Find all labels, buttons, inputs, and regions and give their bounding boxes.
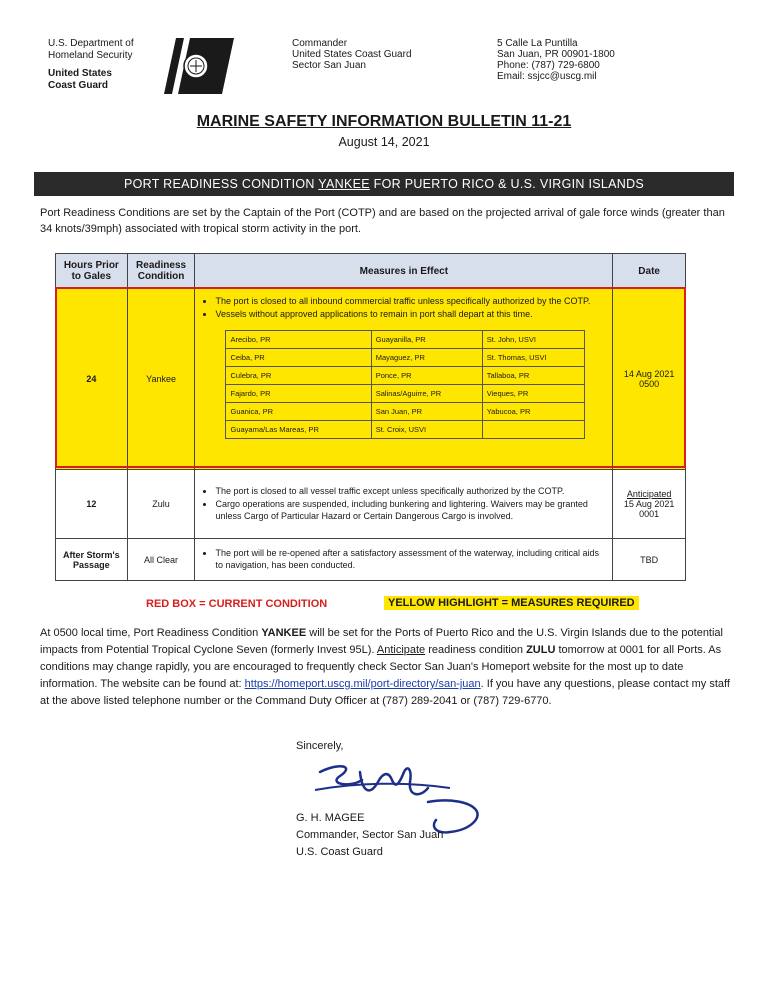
body-paragraph: [40, 625, 730, 710]
date-cell: [613, 470, 686, 539]
port-cell: St. Thomas, USVI: [482, 349, 585, 367]
port-cell: Fajardo, PR: [226, 385, 371, 403]
port-cell: Yabucoa, PR: [482, 403, 585, 421]
ports-table: [225, 330, 585, 439]
condition-banner: [34, 172, 734, 196]
port-cell: San Juan, PR: [371, 403, 482, 421]
signatory-title: Commander, Sector San Juan: [296, 829, 444, 841]
signatory-org: U.S. Coast Guard: [296, 846, 383, 858]
readiness-table: [55, 253, 686, 581]
body-bold: YANKEE: [261, 627, 307, 639]
ports-row: [226, 349, 585, 367]
date-cell: [613, 289, 686, 470]
address-block: [497, 38, 647, 82]
commander-line: Commander: [292, 38, 348, 49]
body-text: tomorrow at 0001 for all Ports. As conditions may change rapidly, you are encouraged to frequently check Sector San Juan's Homeport website for the most up to date information. The website can be found at:: [40, 644, 722, 690]
port-cell: [482, 421, 585, 439]
header-date: Date: [613, 254, 686, 289]
header-readiness: Readiness Condition: [127, 254, 195, 289]
ports-row: [226, 367, 585, 385]
port-cell: St. Croix, USVI: [371, 421, 482, 439]
measures-cell: [195, 539, 613, 581]
email-line: Email: ssjcc@uscg.mil: [497, 71, 597, 82]
header-hours: Hours Prior to Gales: [56, 254, 128, 289]
ports-row: [226, 385, 585, 403]
address-line: San Juan, PR 00901-1800: [497, 49, 615, 60]
body-text: . If you have any questions, please contact my staff at the above listed telephone number or the Command Duty Officer at (787) 289-2041 or (787) 729-6770.: [40, 678, 730, 707]
closing-sincerely: Sincerely,: [296, 740, 344, 752]
date-line: 0001: [639, 509, 660, 519]
table-row-all-clear: [56, 539, 686, 581]
port-cell: St. John, USVI: [482, 331, 585, 349]
condition-cell: All Clear: [127, 539, 195, 581]
measure-item: • Cargo operations are suspended, including bunkering and lightering. Waivers may be granted unless Cargo of Particular Hazard or Certain Dangerous Cargo is involved.: [215, 498, 606, 522]
body-bold: ZULU: [526, 644, 556, 656]
ports-row: [226, 331, 585, 349]
signatory-name: G. H. MAGEE: [296, 812, 365, 824]
condition-cell: Zulu: [127, 470, 195, 539]
legend-red: RED BOX = CURRENT CONDITION: [146, 598, 328, 610]
date-line: 0500: [639, 379, 660, 389]
measure-item: • The port is closed to all inbound commercial traffic unless specifically authorized by the COTP.: [215, 295, 606, 307]
measure-item: • The port is closed to all vessel traffic except unless specifically authorized by the COTP.: [215, 485, 606, 497]
port-cell: Guayanilla, PR: [371, 331, 482, 349]
agency-line: United States: [48, 68, 112, 79]
condition-cell: Yankee: [127, 289, 195, 470]
port-cell: Mayaguez, PR: [371, 349, 482, 367]
dept-line: Homeland Security: [48, 50, 133, 61]
port-cell: Guayama/Las Mareas, PR: [226, 421, 371, 439]
table-row-yankee: [56, 289, 686, 470]
table-row-zulu: [56, 470, 686, 539]
measure-item: • The port will be re-opened after a satisfactory assessment of the waterway, including critical aids to navigation, has been conducted.: [215, 547, 606, 571]
port-cell: Vieques, PR: [482, 385, 585, 403]
commander-block: [292, 38, 442, 71]
homeport-link[interactable]: https://homeport.uscg.mil/port-directory/san-juan: [244, 678, 481, 690]
intro-paragraph: Port Readiness Conditions are set by the Captain of the Port (COTP) and are based on the projected arrival of gale force winds (greater than 34 knots/39mph) associated with tropical storm activity in the port.: [40, 207, 725, 235]
dept-block: [48, 38, 158, 92]
hours-cell: 12: [56, 470, 128, 539]
agency-line: Coast Guard: [48, 80, 109, 91]
banner-suffix: FOR PUERTO RICO & U.S. VIRGIN ISLANDS: [369, 177, 645, 191]
body-text: At 0500 local time, Port Readiness Condition: [40, 627, 262, 639]
ports-row: [226, 421, 585, 439]
hours-cell: 24: [56, 289, 128, 470]
signatory-block: [296, 810, 443, 861]
legend-yellow: YELLOW HIGHLIGHT = MEASURES REQUIRED: [384, 596, 639, 610]
port-cell: Ceiba, PR: [226, 349, 371, 367]
date-line: 14 Aug 2021: [623, 369, 675, 379]
table-header-row: [56, 254, 686, 289]
date-cell: TBD: [613, 539, 686, 581]
port-cell: Arecibo, PR: [226, 331, 371, 349]
port-cell: Guanica, PR: [226, 403, 371, 421]
measures-cell: [195, 470, 613, 539]
bulletin-date: August 14, 2021: [338, 135, 430, 149]
port-cell: Tallaboa, PR: [482, 367, 585, 385]
body-underline: Anticipate: [376, 644, 426, 656]
port-cell: Ponce, PR: [371, 367, 482, 385]
address-line: 5 Calle La Puntilla: [497, 38, 578, 49]
body-text: will be set for the Ports of Puerto Rico and the U.S. Virgin Islands due to the potential impacts from Potential Tropical Cyclone Seven (formerly Invest 95L).: [40, 627, 723, 656]
measures-list: [201, 547, 606, 571]
header-measures: Measures in Effect: [195, 254, 613, 289]
ports-row: [226, 403, 585, 421]
body-text: readiness condition: [425, 644, 527, 656]
measures-cell: [195, 289, 613, 470]
measures-list: [201, 485, 606, 522]
date-line: 15 Aug 2021: [623, 499, 675, 509]
bulletin-title: MARINE SAFETY INFORMATION BULLETIN 11-21: [196, 113, 572, 130]
coast-guard-logo-icon: [150, 38, 234, 94]
hours-cell: After Storm's Passage: [56, 539, 128, 581]
commander-line: United States Coast Guard: [292, 49, 412, 60]
date-line: Anticipated: [626, 489, 672, 499]
banner-prefix: PORT READINESS CONDITION: [123, 177, 319, 191]
measures-list: [201, 295, 606, 320]
banner-condition: YANKEE: [318, 177, 370, 191]
measure-item: • Vessels without approved applications to remain in port shall depart at this time.: [215, 308, 606, 320]
commander-line: Sector San Juan: [292, 60, 366, 71]
phone-line: Phone: (787) 729-6800: [497, 60, 600, 71]
port-cell: Salinas/Aguirre, PR: [371, 385, 482, 403]
dept-line: U.S. Department of: [48, 38, 134, 49]
port-cell: Culebra, PR: [226, 367, 371, 385]
